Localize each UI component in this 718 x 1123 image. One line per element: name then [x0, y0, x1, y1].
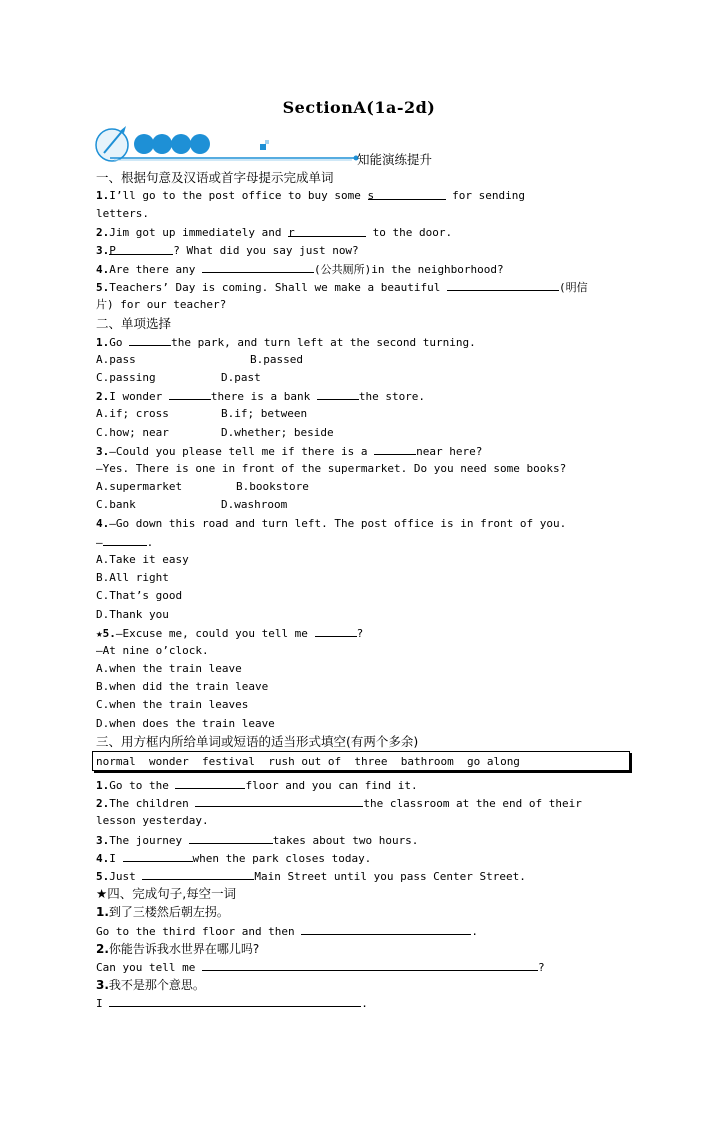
part2-q1-options-cd	[96, 369, 631, 387]
question-text: to the door.	[366, 225, 453, 239]
first-letter-hint: r	[288, 225, 295, 239]
option-b[interactable]: B.if; between	[221, 407, 308, 421]
question-number: 5.	[96, 281, 110, 295]
question-number: 2.	[96, 390, 110, 404]
question-text: ?	[537, 960, 545, 974]
part4-q3-prompt	[96, 976, 631, 994]
question-text: Go to the	[109, 779, 176, 792]
answer-blank[interactable]	[367, 187, 446, 203]
question-number: 1.	[96, 189, 110, 203]
question-text: the classroom at the end of their	[363, 797, 582, 811]
part1-q2	[96, 224, 631, 242]
question-number: 3.	[96, 243, 110, 257]
part2-q1	[96, 333, 631, 351]
option-b[interactable]: B.All right	[96, 571, 169, 585]
question-text: Go	[109, 335, 130, 349]
word-box	[92, 751, 630, 771]
answer-blank[interactable]	[301, 922, 471, 935]
question-number: 5.	[102, 626, 116, 640]
option-c[interactable]: C.passing	[96, 371, 156, 385]
part4-q1-prompt	[96, 903, 631, 921]
question-number: 1.	[96, 905, 109, 920]
part3-q5	[96, 867, 631, 885]
answer-blank[interactable]	[288, 224, 366, 237]
part3-q4	[96, 849, 631, 867]
question-text: for sending	[445, 189, 526, 203]
question-number: 1.	[96, 779, 110, 792]
option-d[interactable]: D.Thank you	[96, 607, 169, 621]
chinese-prompt: 我不是那个意思。	[108, 978, 205, 993]
option-b[interactable]: B.passed	[250, 352, 303, 366]
part3-q1	[96, 776, 631, 794]
question-text: —Excuse me, could you tell me	[115, 626, 315, 640]
question-text: (公共厕所)in the neighborhood?	[313, 262, 504, 276]
answer-blank[interactable]	[109, 994, 361, 1007]
question-number: 2.	[96, 225, 110, 239]
question-text: there is a bank	[210, 390, 317, 404]
worksheet-content	[96, 169, 631, 751]
part1-heading: 一、根据句意及汉语或首字母提示完成单词	[96, 170, 334, 185]
answer-blank[interactable]	[175, 776, 245, 789]
banner-label: 知能演练提升	[357, 152, 433, 167]
part2-q3-options-ab	[96, 478, 631, 496]
option-d[interactable]: D.past	[221, 371, 261, 385]
option-d[interactable]: D.whether; beside	[221, 425, 334, 439]
question-number: 2.	[96, 797, 110, 811]
question-text: I’ll go to the post office to buy some	[109, 189, 368, 203]
question-text: I	[96, 997, 110, 1011]
part3-heading: 三、用方框内所给单词或短语的适当形式填空(有两个多余)	[96, 733, 419, 749]
question-text: Jim got up immediately and	[109, 225, 289, 239]
option-a[interactable]: A.pass	[96, 352, 136, 366]
question-text: .	[471, 924, 478, 938]
option-b[interactable]: B.when did the train leave	[96, 680, 269, 694]
part2-q5	[96, 624, 631, 642]
part1-q1-cont: letters.	[96, 207, 149, 221]
part2-q2	[96, 387, 631, 405]
part4-q3	[96, 994, 631, 1012]
part4-q2	[96, 958, 631, 976]
first-letter-hint: s	[367, 189, 375, 203]
option-a[interactable]: A.if; cross	[96, 407, 169, 421]
part3-q2	[96, 794, 631, 812]
word-option: wonder	[149, 755, 189, 768]
answer-blank[interactable]	[169, 387, 211, 400]
part1-q3	[96, 242, 631, 260]
question-text: The journey	[109, 833, 189, 847]
word-option: bathroom	[400, 755, 454, 768]
part2-q3	[96, 442, 631, 460]
answer-blank[interactable]	[315, 624, 357, 637]
part2-q5-cont: —At nine o’clock.	[96, 643, 209, 657]
word-option: three	[354, 755, 388, 768]
answer-blank[interactable]	[374, 442, 416, 455]
question-number: 3.	[96, 444, 110, 458]
question-number: 2.	[96, 941, 109, 956]
part2-q3-cont: —Yes. There is one in front of the supermarket. Do you need some books?	[96, 462, 567, 475]
part3-q3	[96, 831, 631, 849]
option-c[interactable]: C.bank	[96, 498, 136, 512]
part1-q1	[96, 187, 631, 205]
question-text: Teachers’ Day is coming. Shall we make a beautiful	[109, 281, 448, 295]
answer-blank[interactable]	[109, 242, 173, 255]
word-option: normal	[96, 755, 136, 768]
option-b[interactable]: B.bookstore	[236, 480, 309, 494]
answer-blank[interactable]	[129, 333, 171, 346]
option-d[interactable]: D.when does the train leave	[96, 716, 275, 730]
question-text: The children	[109, 797, 196, 811]
part2-q1-options-ab	[96, 351, 631, 369]
part2-q4-cont	[96, 533, 631, 551]
question-text: Can you tell me	[96, 960, 202, 974]
worksheet-content-lower	[96, 776, 631, 1012]
star-icon: ★	[96, 626, 103, 640]
question-text: —Could you please tell me if there is a	[109, 444, 375, 458]
part1-q4	[96, 260, 631, 278]
question-text: Main Street until you pass Center Street.	[254, 869, 526, 883]
question-text: floor and you can find it.	[245, 779, 418, 792]
answer-blank[interactable]	[195, 794, 363, 807]
question-text: I	[109, 851, 123, 865]
question-text: Are there any	[109, 262, 202, 276]
question-number: 1.	[96, 335, 110, 349]
question-text: ? What did you say just now?	[173, 243, 359, 257]
question-text: .	[146, 535, 154, 549]
question-number: 4.	[96, 516, 110, 530]
option-a[interactable]: A.Take it easy	[96, 552, 189, 566]
option-a[interactable]: A.when the train leave	[96, 662, 242, 676]
question-text: takes about two hours.	[272, 833, 419, 847]
word-option: rush out of	[268, 755, 342, 768]
part4-q1	[96, 922, 631, 940]
question-text: when the park closes today.	[192, 851, 372, 865]
answer-blank[interactable]	[189, 831, 273, 844]
answer-blank[interactable]	[317, 387, 359, 400]
answer-blank[interactable]	[202, 958, 538, 971]
part2-heading: 二、单项选择	[96, 315, 172, 331]
part1-q5	[96, 278, 631, 296]
answer-blank[interactable]	[202, 260, 314, 273]
question-number: 4.	[96, 262, 110, 276]
first-letter-hint: P	[109, 243, 116, 257]
question-text: Just	[109, 869, 143, 883]
word-option: festival	[202, 755, 255, 768]
answer-blank[interactable]	[447, 278, 559, 291]
question-text: near here?	[416, 444, 483, 458]
part4-q2-prompt	[96, 940, 631, 958]
chinese-prompt: 到了三楼然后朝左拐。	[108, 905, 229, 920]
question-text: ?	[356, 626, 364, 640]
question-number: 3.	[96, 978, 109, 993]
question-text: .	[361, 997, 368, 1011]
chinese-prompt: 你能告诉我水世界在哪儿吗?	[108, 941, 260, 956]
question-text: I wonder	[109, 390, 169, 404]
part1-q5-cont: 片) for our teacher?	[96, 298, 227, 312]
word-option: go along	[466, 755, 520, 768]
question-text: —Go down this road and turn left. The post office is in front of you.	[109, 516, 567, 530]
part3-q2-cont: lesson yesterday.	[96, 814, 209, 828]
page-title: SectionA(1a-2d)	[282, 98, 436, 117]
option-c[interactable]: C.how; near	[96, 425, 169, 439]
option-c[interactable]: C.when the train leaves	[96, 698, 249, 712]
question-number: 5.	[96, 869, 110, 883]
answer-blank[interactable]	[142, 867, 254, 880]
part2-q2-options-cd	[96, 424, 631, 442]
question-text: —	[96, 535, 103, 549]
question-number: 3.	[96, 833, 110, 847]
part2-q4	[96, 515, 631, 533]
part4-heading: ★四、完成句子,每空一词	[96, 886, 237, 902]
option-a[interactable]: A.supermarket	[96, 480, 183, 494]
question-number: 4.	[96, 851, 110, 865]
option-c[interactable]: C.That’s good	[96, 589, 183, 603]
question-text: the park, and turn left at the second turning.	[171, 335, 476, 349]
part2-q2-options-ab	[96, 405, 631, 423]
answer-blank[interactable]	[123, 849, 193, 862]
answer-blank[interactable]	[103, 533, 147, 546]
part2-q3-options-cd	[96, 496, 631, 514]
question-text: (明信	[559, 281, 588, 295]
question-text: Go to the third floor and then	[96, 924, 302, 938]
option-d[interactable]: D.washroom	[221, 498, 288, 512]
question-text: the store.	[358, 390, 426, 404]
